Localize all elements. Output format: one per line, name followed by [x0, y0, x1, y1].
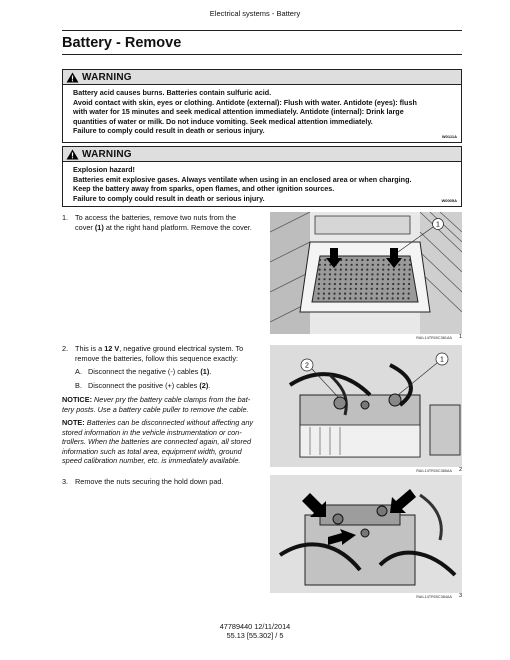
figure-callout: 1: [436, 221, 440, 229]
figure-3-photo: [270, 475, 462, 593]
note-line: stored information in the vehicle instrumentation or con-: [62, 427, 242, 437]
figure-number: 1: [458, 334, 462, 340]
figure-caption: RAIL14TR00C385AA: [416, 469, 452, 473]
step-text: [75, 213, 262, 232]
step-number: B.: [75, 381, 82, 390]
figure-number: 2: [458, 467, 462, 473]
notice: [62, 395, 262, 414]
step-2b: [75, 381, 260, 391]
warning-box-acid: [62, 69, 462, 143]
step-line: at the right hand platform. Remove the cover.: [103, 222, 252, 232]
step-line: remove the batteries, follow this sequence exactly:: [75, 353, 239, 363]
warning-triangle-icon: [66, 72, 79, 83]
figure-number: 3: [458, 593, 462, 599]
step-line: Disconnect the positive (+) cables: [88, 381, 200, 390]
note-label: NOTE:: [62, 418, 85, 427]
step-text: [88, 381, 260, 391]
step-text: Remove the nuts securing the hold down pad.: [75, 477, 224, 486]
figure-2: [270, 345, 462, 475]
note-line: trollers. When the batteries are connected again, all stored: [62, 437, 252, 447]
callout-ref: (2): [199, 381, 209, 390]
figure-caption: RAIL14TR00C384AA: [416, 595, 452, 599]
warning-header: [63, 70, 461, 85]
step-text: [75, 344, 262, 363]
page-title: Battery - Remove: [62, 35, 182, 51]
figure-callout: 2: [305, 362, 309, 370]
step-3: [62, 477, 262, 487]
step-line: cover: [75, 222, 95, 232]
warning-line: with water for 15 minutes and seek medical attention immediately. Antidote (internal): Drink large: [73, 107, 404, 117]
step-line: .: [208, 381, 211, 390]
step-number: 1.: [62, 213, 69, 222]
warning-line: Batteries emit explosive gases. Always ventilate when using in an enclosed area or when charging.: [73, 174, 412, 184]
step-line: .: [209, 367, 212, 376]
figure-2-photo: [270, 345, 462, 467]
notice-label: NOTICE:: [62, 395, 92, 404]
figure-1-photo: [270, 212, 462, 334]
note-line: information such as total area, equipment width, ground: [62, 446, 242, 456]
warning-code: W0005A: [441, 198, 457, 203]
warning-code: W0111A: [441, 134, 457, 139]
callout-ref: (1): [200, 367, 210, 376]
step-2a: [75, 367, 260, 377]
notice-line: tery posts. Use a battery cable puller to remove the cable.: [62, 404, 249, 414]
note: [62, 418, 262, 466]
step-line: To access the batteries, remove two nuts from the: [75, 213, 237, 222]
figure-1: [270, 212, 462, 342]
footer-page-number: 55.13 [55.302] / 5: [226, 631, 284, 640]
step-line: This is a: [75, 344, 105, 353]
warning-line: Explosion hazard!: [73, 165, 135, 174]
warning-label: WARNING: [82, 71, 132, 83]
voltage: 12 V: [104, 344, 120, 353]
warning-line: Failure to comply could result in death or serious injury.: [73, 193, 265, 203]
step-2: [62, 344, 262, 363]
note-line: speed calibration number, etc. is immediately available.: [62, 456, 241, 466]
warning-line: Keep the battery away from sparks, open flames, and other ignition sources.: [73, 184, 335, 194]
step-number: 3.: [62, 477, 69, 486]
figure-callout: 1: [440, 356, 444, 364]
step-text: [88, 367, 260, 377]
figure-3: [270, 475, 462, 601]
running-head: Electrical systems - Battery: [209, 9, 301, 18]
step-line: , negative ground electrical system. To: [119, 344, 244, 353]
top-rule: [62, 30, 462, 31]
callout-ref: (1): [94, 222, 104, 232]
warning-line: quantities of water or milk. Do not induce vomiting. Seek medical attention immediately.: [73, 116, 373, 126]
warning-text: [63, 85, 461, 138]
step-number: A.: [75, 367, 82, 376]
notice-line: Never pry the battery cable clamps from the bat-: [94, 395, 251, 404]
title-rule: [62, 54, 462, 55]
warning-triangle-icon: [66, 149, 79, 160]
step-1: [62, 213, 262, 232]
warning-box-explosion: [62, 146, 462, 207]
figure-caption: RAIL14TR00C381AA: [416, 336, 452, 340]
warning-line: Avoid contact with skin, eyes or clothing. Antidote (external): Flush with water. Antidote (eyes): flush: [73, 97, 417, 107]
note-line: Batteries can be disconnected without affecting any: [86, 418, 254, 427]
warning-header: [63, 147, 461, 162]
step-number: 2.: [62, 344, 69, 353]
warning-line: Battery acid causes burns. Batteries contain sulfuric acid.: [73, 88, 272, 97]
warning-line: Failure to comply could result in death or serious injury.: [73, 126, 265, 136]
warning-label: WARNING: [82, 148, 132, 160]
footer-doc-number: 47789440 12/11/2014: [219, 622, 291, 631]
step-line: Disconnect the negative (-) cables: [88, 367, 201, 376]
warning-text: [63, 162, 461, 205]
